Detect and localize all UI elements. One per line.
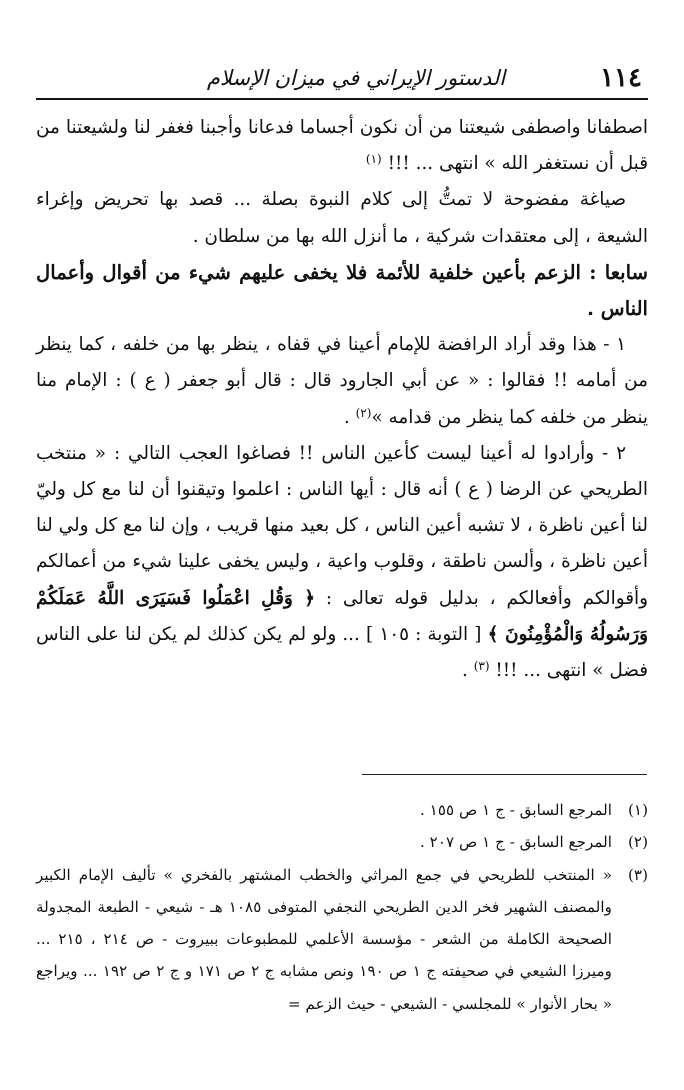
footnote-number: (٣) [627, 865, 648, 884]
footnote-number: (١) [627, 801, 648, 819]
footnote-item [36, 826, 648, 858]
main-text [36, 110, 648, 689]
running-title: الدستور الإيراني في ميزان الإسلام [206, 66, 506, 90]
verse-source: [ التوبة : ١٠٥ ] [366, 623, 482, 645]
paragraph-3-end: . [343, 406, 356, 428]
footnote-divider [362, 774, 647, 775]
footnote-text: « المنتخب للطريحي في جمع المراثي والخطب المشتهر بالفخري » تأليف الإمام الكبير والمصنف الشهير فخر الدين الطريحي النجفي المتوفى ١٠٨٥ هـ - شيعي - الطبعة المجدولة الصحيحة الكاملة من الشعر - مؤسسة الأعلمي للمطبوعات ببيروت - ص ٢١٤ ، ٢١٥ ... وميرزا الشيعي في صحيفته ج ١ ص ١٩٠ ونص مشابه ج ٢ ص ١٧١ و ج ٢ ص ١٩٢ ... ويراجع « بحار الأنوار » للمجلسي - الشيعي - حيث الزعم = [36, 865, 612, 1013]
page-header [36, 58, 648, 100]
paragraph-4-continuation: ... ولو لم يكن كذلك لم يكن لنا على الناس فضل » انتهى ... !!! [36, 623, 648, 682]
section-heading: سابعا : الزعم بأعين خلفية للأئمة فلا يخفى عليهم شيء من أقوال وأعمال الناس . [36, 260, 648, 321]
footnote-text: المرجع السابق - ج ١ ص ١٥٥ . [420, 801, 612, 819]
paragraph-4 [36, 436, 648, 689]
paragraph-4-text: ٢ - وأرادوا له أعينا ليست كأعين الناس !! فصاغوا العجب التالي : « منتخب الطريحي عن الرضا ( ع ) أنه قال : أيها الناس : اعلموا وتيقنوا أن لنا مع كل وليّ لنا أعين ناظرة ، لا تشبه أعين الناس ، كل بعيد منها قريب ، وإن لنا مع كل ولي لنا أعين ناظرة ، وألسن ناطقة ، وقلوب واعية ، وليس يخفى علينا شيء من أعمالكم وأقوالكم وأفعالكم ، بدليل قوله تعالى : [36, 442, 648, 609]
footnote-ref-2: (٢) [355, 405, 372, 420]
quran-verse: ﴿ وَقُلِ اعْمَلُوا فَسَيَرَى اللَّهُ عَمَلَكُمْ وَرَسُولُهُ وَالْمُؤْمِنُونَ ﴾ [36, 587, 649, 645]
footnotes [36, 794, 648, 1020]
footnote-text: المرجع السابق - ج ١ ص ٢٠٧ . [420, 833, 612, 852]
footnote-item [36, 859, 648, 1020]
paragraph-1 [36, 110, 648, 182]
paragraph-3 [36, 327, 648, 436]
footnote-ref-1: (١) [365, 152, 382, 167]
page-number: ١١٤ [600, 63, 642, 93]
paragraph-3-text: ١ - هذا وقد أراد الرافضة للإمام أعينا في قفاه ، ينظر بها من خلفه ، كما ينظر من أمامه !! فقالوا : « عن أبي الجارود قال : قال أبو جعفر ( ع ) : الإمام منا ينظر من خلفه كما ينظر من قدامه » [36, 334, 648, 428]
paragraph-2: صياغة مفضوحة لا تمتُّ إلى كلام النبوة بصلة ... قصد بها تحريض وإغراء الشيعة ، إلى معتقدات شركية ، ما أنزل الله بها من سلطان . [36, 189, 648, 247]
footnote-item [36, 794, 648, 826]
paragraph-4-end: . [462, 660, 474, 682]
footnote-ref-3: (٣) [473, 659, 490, 674]
paragraph-1-text: اصطفانا واصطفى شيعتنا من أن نكون أجساما فدعانا وأجبنا فغفر لنا ولشيعتنا من قبل أن نستغفر الله » انتهى ... !!! [36, 117, 648, 175]
footnote-number: (٢) [627, 833, 648, 852]
